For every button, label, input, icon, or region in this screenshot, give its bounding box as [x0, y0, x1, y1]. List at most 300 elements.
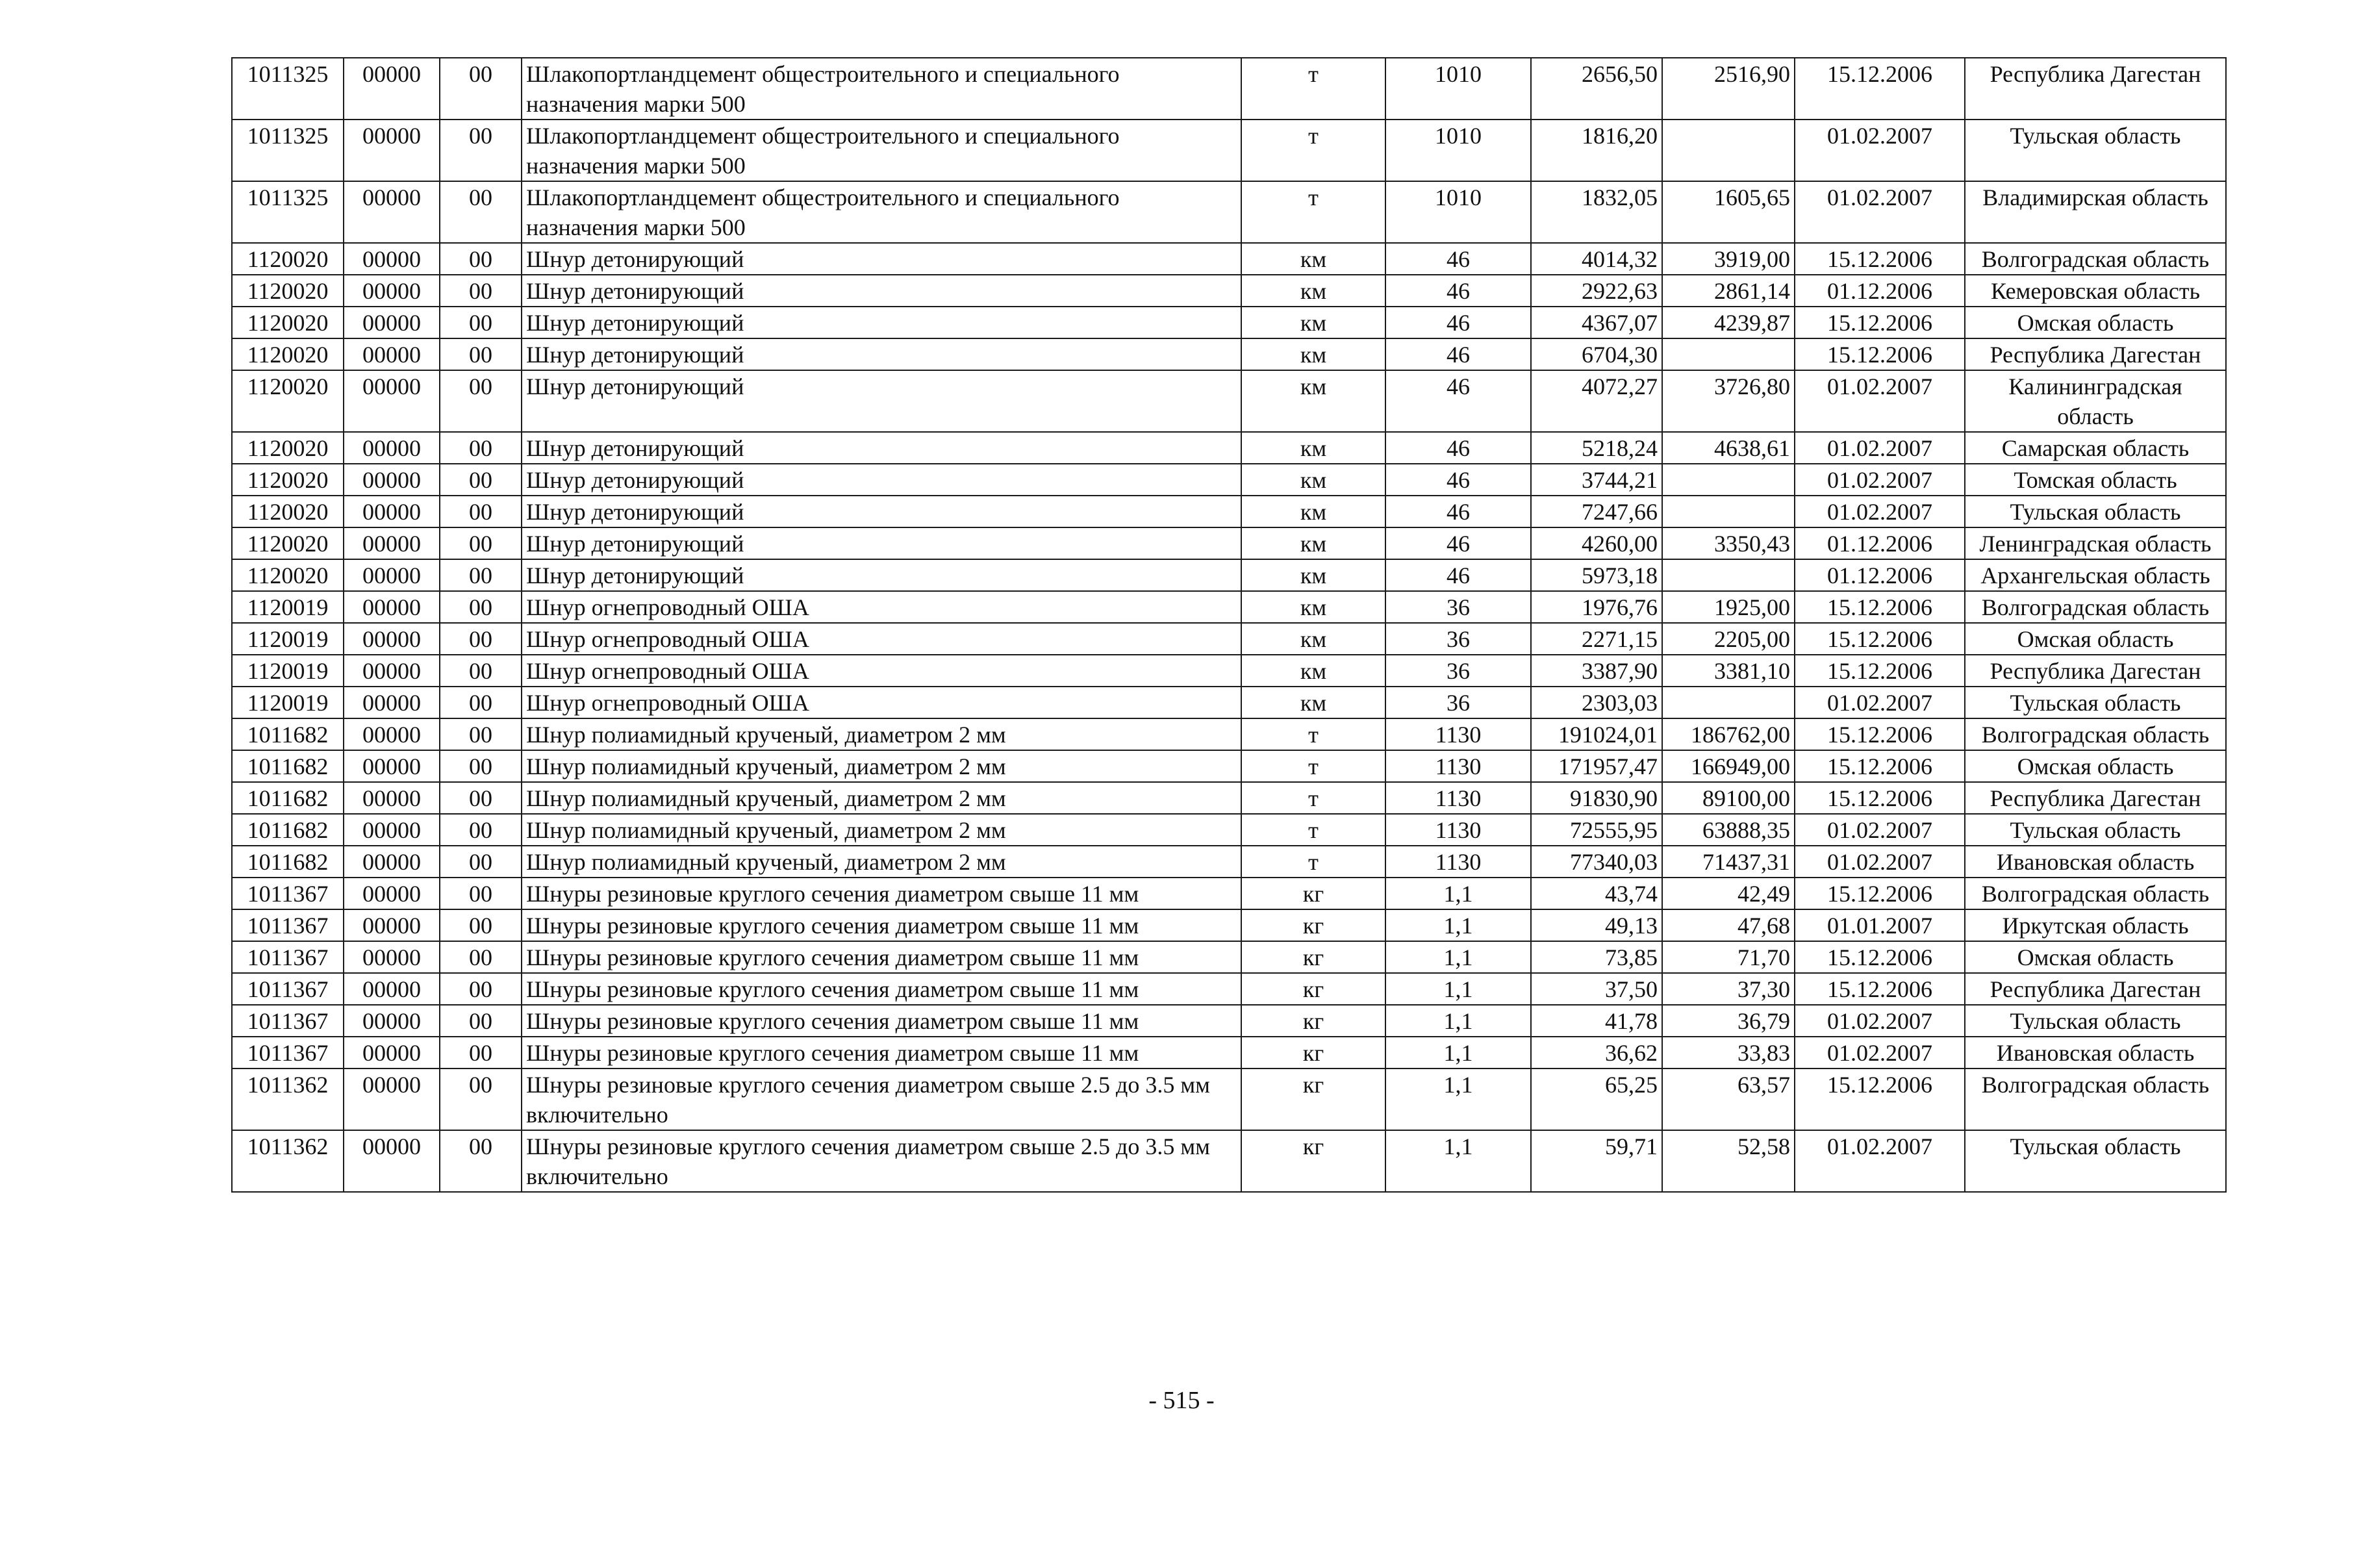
unit-cell: т — [1241, 120, 1385, 181]
material-name-cell: Шнур полиамидный крученый, диаметром 2 мм — [522, 718, 1241, 750]
table-row — [232, 814, 2226, 846]
price-with-vat-cell: 1976,76 — [1531, 591, 1662, 623]
date-cell: 15.12.2006 — [1795, 307, 1965, 338]
sub-code-cell: 00000 — [344, 718, 440, 750]
norm-cell: 1,1 — [1385, 973, 1531, 1005]
sub-code-cell: 00000 — [344, 496, 440, 527]
table-row — [232, 181, 2226, 243]
region-cell: Тульская область — [1965, 687, 2226, 718]
item-code-cell: 1011367 — [232, 973, 344, 1005]
price-with-vat-cell: 59,71 — [1531, 1130, 1662, 1192]
sub-code-cell: 00000 — [344, 782, 440, 814]
variant-code-cell: 00 — [440, 687, 522, 718]
item-code-cell: 1011682 — [232, 846, 344, 878]
norm-cell: 1,1 — [1385, 1069, 1531, 1130]
unit-cell: км — [1241, 527, 1385, 559]
material-name-cell: Шлакопортландцемент общестроительного и специального назначения марки 500 — [522, 181, 1241, 243]
table-row — [232, 591, 2226, 623]
price-without-vat-cell: 4239,87 — [1662, 307, 1795, 338]
region-cell: Омская область — [1965, 750, 2226, 782]
price-with-vat-cell: 2303,03 — [1531, 687, 1662, 718]
material-name-cell: Шнур огнепроводный ОША — [522, 591, 1241, 623]
table-row — [232, 338, 2226, 370]
price-without-vat-cell: 1605,65 — [1662, 181, 1795, 243]
table-row — [232, 941, 2226, 973]
price-table-sheet — [231, 57, 2225, 1193]
region-cell: Архангельская область — [1965, 559, 2226, 591]
table-row — [232, 1037, 2226, 1069]
table-row — [232, 464, 2226, 496]
date-cell: 01.02.2007 — [1795, 464, 1965, 496]
price-with-vat-cell: 1816,20 — [1531, 120, 1662, 181]
date-cell: 01.12.2006 — [1795, 559, 1965, 591]
date-cell: 15.12.2006 — [1795, 973, 1965, 1005]
region-cell: Волгоградская область — [1965, 718, 2226, 750]
norm-cell: 36 — [1385, 687, 1531, 718]
norm-cell: 46 — [1385, 275, 1531, 307]
price-without-vat-cell: 4638,61 — [1662, 432, 1795, 464]
sub-code-cell: 00000 — [344, 973, 440, 1005]
table-row — [232, 496, 2226, 527]
sub-code-cell: 00000 — [344, 275, 440, 307]
unit-cell: т — [1241, 750, 1385, 782]
price-without-vat-cell — [1662, 338, 1795, 370]
sub-code-cell: 00000 — [344, 559, 440, 591]
unit-cell: км — [1241, 275, 1385, 307]
material-name-cell: Шнур полиамидный крученый, диаметром 2 мм — [522, 814, 1241, 846]
price-without-vat-cell: 33,83 — [1662, 1037, 1795, 1069]
price-with-vat-cell: 72555,95 — [1531, 814, 1662, 846]
unit-cell: км — [1241, 338, 1385, 370]
price-with-vat-cell: 43,74 — [1531, 878, 1662, 909]
norm-cell: 36 — [1385, 655, 1531, 687]
sub-code-cell: 00000 — [344, 687, 440, 718]
item-code-cell: 1011682 — [232, 782, 344, 814]
unit-cell: кг — [1241, 909, 1385, 941]
item-code-cell: 1120019 — [232, 687, 344, 718]
price-without-vat-cell — [1662, 559, 1795, 591]
variant-code-cell: 00 — [440, 243, 522, 275]
price-with-vat-cell: 191024,01 — [1531, 718, 1662, 750]
item-code-cell: 1011325 — [232, 181, 344, 243]
item-code-cell: 1120020 — [232, 307, 344, 338]
price-without-vat-cell: 71,70 — [1662, 941, 1795, 973]
norm-cell: 1,1 — [1385, 1130, 1531, 1192]
region-cell: Республика Дагестан — [1965, 973, 2226, 1005]
unit-cell: т — [1241, 58, 1385, 120]
variant-code-cell: 00 — [440, 1130, 522, 1192]
material-name-cell: Шнур детонирующий — [522, 496, 1241, 527]
region-cell: Самарская область — [1965, 432, 2226, 464]
variant-code-cell: 00 — [440, 1005, 522, 1037]
unit-cell: кг — [1241, 1069, 1385, 1130]
date-cell: 01.02.2007 — [1795, 496, 1965, 527]
material-name-cell: Шнур полиамидный крученый, диаметром 2 мм — [522, 846, 1241, 878]
norm-cell: 1,1 — [1385, 941, 1531, 973]
unit-cell: км — [1241, 559, 1385, 591]
price-with-vat-cell: 73,85 — [1531, 941, 1662, 973]
material-name-cell: Шнуры резиновые круглого сечения диаметром свыше 2.5 до 3.5 мм включительно — [522, 1130, 1241, 1192]
material-name-cell: Шнур детонирующий — [522, 370, 1241, 432]
norm-cell: 46 — [1385, 527, 1531, 559]
sub-code-cell: 00000 — [344, 591, 440, 623]
norm-cell: 1010 — [1385, 120, 1531, 181]
table-row — [232, 307, 2226, 338]
variant-code-cell: 00 — [440, 973, 522, 1005]
table-row — [232, 846, 2226, 878]
price-with-vat-cell: 41,78 — [1531, 1005, 1662, 1037]
variant-code-cell: 00 — [440, 782, 522, 814]
region-cell: Кемеровская область — [1965, 275, 2226, 307]
date-cell: 15.12.2006 — [1795, 58, 1965, 120]
item-code-cell: 1120020 — [232, 464, 344, 496]
date-cell: 15.12.2006 — [1795, 750, 1965, 782]
unit-cell: км — [1241, 496, 1385, 527]
material-name-cell: Шнур детонирующий — [522, 307, 1241, 338]
item-code-cell: 1120020 — [232, 243, 344, 275]
unit-cell: т — [1241, 846, 1385, 878]
region-cell: Республика Дагестан — [1965, 58, 2226, 120]
item-code-cell: 1120020 — [232, 370, 344, 432]
price-without-vat-cell: 52,58 — [1662, 1130, 1795, 1192]
unit-cell: км — [1241, 623, 1385, 655]
date-cell: 01.02.2007 — [1795, 370, 1965, 432]
date-cell: 15.12.2006 — [1795, 1069, 1965, 1130]
material-name-cell: Шлакопортландцемент общестроительного и специального назначения марки 500 — [522, 58, 1241, 120]
norm-cell: 46 — [1385, 243, 1531, 275]
norm-cell: 1,1 — [1385, 909, 1531, 941]
price-table — [231, 57, 2227, 1193]
material-name-cell: Шнур огнепроводный ОША — [522, 655, 1241, 687]
material-name-cell: Шнуры резиновые круглого сечения диаметром свыше 11 мм — [522, 1037, 1241, 1069]
sub-code-cell: 00000 — [344, 181, 440, 243]
material-name-cell: Шнур огнепроводный ОША — [522, 687, 1241, 718]
date-cell: 01.02.2007 — [1795, 687, 1965, 718]
table-row — [232, 909, 2226, 941]
item-code-cell: 1120019 — [232, 623, 344, 655]
material-name-cell: Шнур детонирующий — [522, 464, 1241, 496]
date-cell: 15.12.2006 — [1795, 623, 1965, 655]
price-with-vat-cell: 37,50 — [1531, 973, 1662, 1005]
item-code-cell: 1120020 — [232, 275, 344, 307]
date-cell: 01.01.2007 — [1795, 909, 1965, 941]
sub-code-cell: 00000 — [344, 941, 440, 973]
price-without-vat-cell — [1662, 687, 1795, 718]
date-cell: 01.02.2007 — [1795, 1037, 1965, 1069]
norm-cell: 46 — [1385, 559, 1531, 591]
date-cell: 15.12.2006 — [1795, 782, 1965, 814]
table-row — [232, 1130, 2226, 1192]
material-name-cell: Шнур детонирующий — [522, 527, 1241, 559]
sub-code-cell: 00000 — [344, 527, 440, 559]
item-code-cell: 1120019 — [232, 655, 344, 687]
norm-cell: 1,1 — [1385, 1005, 1531, 1037]
variant-code-cell: 00 — [440, 814, 522, 846]
sub-code-cell: 00000 — [344, 846, 440, 878]
variant-code-cell: 00 — [440, 338, 522, 370]
unit-cell: кг — [1241, 973, 1385, 1005]
price-with-vat-cell: 4014,32 — [1531, 243, 1662, 275]
price-without-vat-cell: 63888,35 — [1662, 814, 1795, 846]
material-name-cell: Шнур детонирующий — [522, 275, 1241, 307]
price-with-vat-cell: 49,13 — [1531, 909, 1662, 941]
price-with-vat-cell: 77340,03 — [1531, 846, 1662, 878]
price-with-vat-cell: 6704,30 — [1531, 338, 1662, 370]
price-without-vat-cell: 63,57 — [1662, 1069, 1795, 1130]
item-code-cell: 1011325 — [232, 58, 344, 120]
variant-code-cell: 00 — [440, 496, 522, 527]
table-row — [232, 559, 2226, 591]
sub-code-cell: 00000 — [344, 909, 440, 941]
region-cell: Волгоградская область — [1965, 878, 2226, 909]
unit-cell: км — [1241, 655, 1385, 687]
unit-cell: т — [1241, 814, 1385, 846]
unit-cell: км — [1241, 464, 1385, 496]
region-cell: Калининградская область — [1965, 370, 2226, 432]
item-code-cell: 1011367 — [232, 1037, 344, 1069]
table-row — [232, 1005, 2226, 1037]
unit-cell: км — [1241, 243, 1385, 275]
norm-cell: 36 — [1385, 591, 1531, 623]
date-cell: 15.12.2006 — [1795, 243, 1965, 275]
variant-code-cell: 00 — [440, 120, 522, 181]
price-with-vat-cell: 171957,47 — [1531, 750, 1662, 782]
variant-code-cell: 00 — [440, 909, 522, 941]
sub-code-cell: 00000 — [344, 1005, 440, 1037]
price-with-vat-cell: 65,25 — [1531, 1069, 1662, 1130]
region-cell: Республика Дагестан — [1965, 338, 2226, 370]
price-with-vat-cell: 91830,90 — [1531, 782, 1662, 814]
sub-code-cell: 00000 — [344, 655, 440, 687]
price-without-vat-cell: 2205,00 — [1662, 623, 1795, 655]
table-row — [232, 782, 2226, 814]
item-code-cell: 1011367 — [232, 878, 344, 909]
sub-code-cell: 00000 — [344, 370, 440, 432]
item-code-cell: 1120020 — [232, 559, 344, 591]
variant-code-cell: 00 — [440, 941, 522, 973]
material-name-cell: Шнуры резиновые круглого сечения диаметром свыше 2.5 до 3.5 мм включительно — [522, 1069, 1241, 1130]
table-row — [232, 655, 2226, 687]
region-cell: Владимирская область — [1965, 181, 2226, 243]
item-code-cell: 1011682 — [232, 718, 344, 750]
date-cell: 15.12.2006 — [1795, 941, 1965, 973]
unit-cell: кг — [1241, 1037, 1385, 1069]
sub-code-cell: 00000 — [344, 243, 440, 275]
unit-cell: км — [1241, 591, 1385, 623]
item-code-cell: 1011367 — [232, 909, 344, 941]
norm-cell: 1130 — [1385, 846, 1531, 878]
date-cell: 15.12.2006 — [1795, 718, 1965, 750]
price-with-vat-cell: 5973,18 — [1531, 559, 1662, 591]
norm-cell: 46 — [1385, 370, 1531, 432]
region-cell: Республика Дагестан — [1965, 782, 2226, 814]
unit-cell: т — [1241, 181, 1385, 243]
price-without-vat-cell: 186762,00 — [1662, 718, 1795, 750]
variant-code-cell: 00 — [440, 527, 522, 559]
unit-cell: кг — [1241, 878, 1385, 909]
norm-cell: 1010 — [1385, 181, 1531, 243]
unit-cell: км — [1241, 307, 1385, 338]
price-without-vat-cell: 89100,00 — [1662, 782, 1795, 814]
unit-cell: км — [1241, 432, 1385, 464]
region-cell: Волгоградская область — [1965, 243, 2226, 275]
sub-code-cell: 00000 — [344, 464, 440, 496]
table-row — [232, 58, 2226, 120]
item-code-cell: 1120019 — [232, 591, 344, 623]
price-with-vat-cell: 36,62 — [1531, 1037, 1662, 1069]
sub-code-cell: 00000 — [344, 750, 440, 782]
sub-code-cell: 00000 — [344, 1069, 440, 1130]
region-cell: Волгоградская область — [1965, 1069, 2226, 1130]
variant-code-cell: 00 — [440, 307, 522, 338]
price-without-vat-cell: 1925,00 — [1662, 591, 1795, 623]
price-without-vat-cell — [1662, 464, 1795, 496]
price-with-vat-cell: 4072,27 — [1531, 370, 1662, 432]
price-with-vat-cell: 3387,90 — [1531, 655, 1662, 687]
price-with-vat-cell: 4367,07 — [1531, 307, 1662, 338]
date-cell: 01.02.2007 — [1795, 846, 1965, 878]
price-with-vat-cell: 2656,50 — [1531, 58, 1662, 120]
item-code-cell: 1120020 — [232, 338, 344, 370]
region-cell: Ивановская область — [1965, 846, 2226, 878]
variant-code-cell: 00 — [440, 1069, 522, 1130]
sub-code-cell: 00000 — [344, 120, 440, 181]
table-row — [232, 973, 2226, 1005]
price-without-vat-cell: 37,30 — [1662, 973, 1795, 1005]
table-row — [232, 878, 2226, 909]
item-code-cell: 1011682 — [232, 814, 344, 846]
unit-cell: кг — [1241, 941, 1385, 973]
item-code-cell: 1011367 — [232, 941, 344, 973]
norm-cell: 46 — [1385, 307, 1531, 338]
unit-cell: т — [1241, 782, 1385, 814]
sub-code-cell: 00000 — [344, 623, 440, 655]
price-with-vat-cell: 7247,66 — [1531, 496, 1662, 527]
item-code-cell: 1120020 — [232, 432, 344, 464]
date-cell: 01.02.2007 — [1795, 1005, 1965, 1037]
item-code-cell: 1011367 — [232, 1005, 344, 1037]
variant-code-cell: 00 — [440, 559, 522, 591]
date-cell: 01.02.2007 — [1795, 120, 1965, 181]
material-name-cell: Шнуры резиновые круглого сечения диаметром свыше 11 мм — [522, 941, 1241, 973]
price-without-vat-cell: 47,68 — [1662, 909, 1795, 941]
item-code-cell: 1120020 — [232, 496, 344, 527]
norm-cell: 1130 — [1385, 750, 1531, 782]
sub-code-cell: 00000 — [344, 58, 440, 120]
variant-code-cell: 00 — [440, 58, 522, 120]
unit-cell: кг — [1241, 1005, 1385, 1037]
table-body — [232, 58, 2226, 1192]
variant-code-cell: 00 — [440, 846, 522, 878]
norm-cell: 1,1 — [1385, 1037, 1531, 1069]
price-without-vat-cell — [1662, 496, 1795, 527]
table-row — [232, 718, 2226, 750]
variant-code-cell: 00 — [440, 432, 522, 464]
variant-code-cell: 00 — [440, 591, 522, 623]
date-cell: 15.12.2006 — [1795, 655, 1965, 687]
date-cell: 15.12.2006 — [1795, 591, 1965, 623]
variant-code-cell: 00 — [440, 655, 522, 687]
item-code-cell: 1011682 — [232, 750, 344, 782]
norm-cell: 46 — [1385, 464, 1531, 496]
region-cell: Тульская область — [1965, 496, 2226, 527]
material-name-cell: Шнур огнепроводный ОША — [522, 623, 1241, 655]
norm-cell: 36 — [1385, 623, 1531, 655]
region-cell: Волгоградская область — [1965, 591, 2226, 623]
table-row — [232, 432, 2226, 464]
variant-code-cell: 00 — [440, 623, 522, 655]
sub-code-cell: 00000 — [344, 878, 440, 909]
price-without-vat-cell: 3350,43 — [1662, 527, 1795, 559]
price-without-vat-cell: 42,49 — [1662, 878, 1795, 909]
page-number: - 515 - — [1148, 1387, 1215, 1414]
item-code-cell: 1120020 — [232, 527, 344, 559]
material-name-cell: Шнур детонирующий — [522, 243, 1241, 275]
region-cell: Ленинградская область — [1965, 527, 2226, 559]
region-cell: Омская область — [1965, 307, 2226, 338]
region-cell: Ивановская область — [1965, 1037, 2226, 1069]
norm-cell: 1130 — [1385, 718, 1531, 750]
region-cell: Иркутская область — [1965, 909, 2226, 941]
date-cell: 01.02.2007 — [1795, 814, 1965, 846]
region-cell: Республика Дагестан — [1965, 655, 2226, 687]
sub-code-cell: 00000 — [344, 307, 440, 338]
unit-cell: км — [1241, 370, 1385, 432]
region-cell: Тульская область — [1965, 120, 2226, 181]
variant-code-cell: 00 — [440, 718, 522, 750]
date-cell: 01.12.2006 — [1795, 275, 1965, 307]
date-cell: 01.12.2006 — [1795, 527, 1965, 559]
date-cell: 01.02.2007 — [1795, 432, 1965, 464]
table-row — [232, 275, 2226, 307]
norm-cell: 46 — [1385, 496, 1531, 527]
date-cell: 01.02.2007 — [1795, 181, 1965, 243]
material-name-cell: Шнуры резиновые круглого сечения диаметром свыше 11 мм — [522, 909, 1241, 941]
table-row — [232, 1069, 2226, 1130]
price-with-vat-cell: 1832,05 — [1531, 181, 1662, 243]
variant-code-cell: 00 — [440, 464, 522, 496]
price-without-vat-cell: 3381,10 — [1662, 655, 1795, 687]
item-code-cell: 1011362 — [232, 1130, 344, 1192]
unit-cell: км — [1241, 687, 1385, 718]
sub-code-cell: 00000 — [344, 338, 440, 370]
material-name-cell: Шнур детонирующий — [522, 559, 1241, 591]
region-cell: Тульская область — [1965, 1130, 2226, 1192]
region-cell: Омская область — [1965, 941, 2226, 973]
variant-code-cell: 00 — [440, 370, 522, 432]
variant-code-cell: 00 — [440, 1037, 522, 1069]
variant-code-cell: 00 — [440, 878, 522, 909]
region-cell: Омская область — [1965, 623, 2226, 655]
date-cell: 15.12.2006 — [1795, 878, 1965, 909]
norm-cell: 1010 — [1385, 58, 1531, 120]
price-without-vat-cell: 36,79 — [1662, 1005, 1795, 1037]
item-code-cell: 1011325 — [232, 120, 344, 181]
price-without-vat-cell: 2861,14 — [1662, 275, 1795, 307]
norm-cell: 1130 — [1385, 782, 1531, 814]
table-row — [232, 527, 2226, 559]
price-with-vat-cell: 4260,00 — [1531, 527, 1662, 559]
sub-code-cell: 00000 — [344, 432, 440, 464]
price-with-vat-cell: 2922,63 — [1531, 275, 1662, 307]
material-name-cell: Шнуры резиновые круглого сечения диаметром свыше 11 мм — [522, 973, 1241, 1005]
table-row — [232, 120, 2226, 181]
price-without-vat-cell: 3726,80 — [1662, 370, 1795, 432]
material-name-cell: Шнур детонирующий — [522, 432, 1241, 464]
region-cell: Тульская область — [1965, 814, 2226, 846]
material-name-cell: Шнур полиамидный крученый, диаметром 2 мм — [522, 750, 1241, 782]
unit-cell: кг — [1241, 1130, 1385, 1192]
